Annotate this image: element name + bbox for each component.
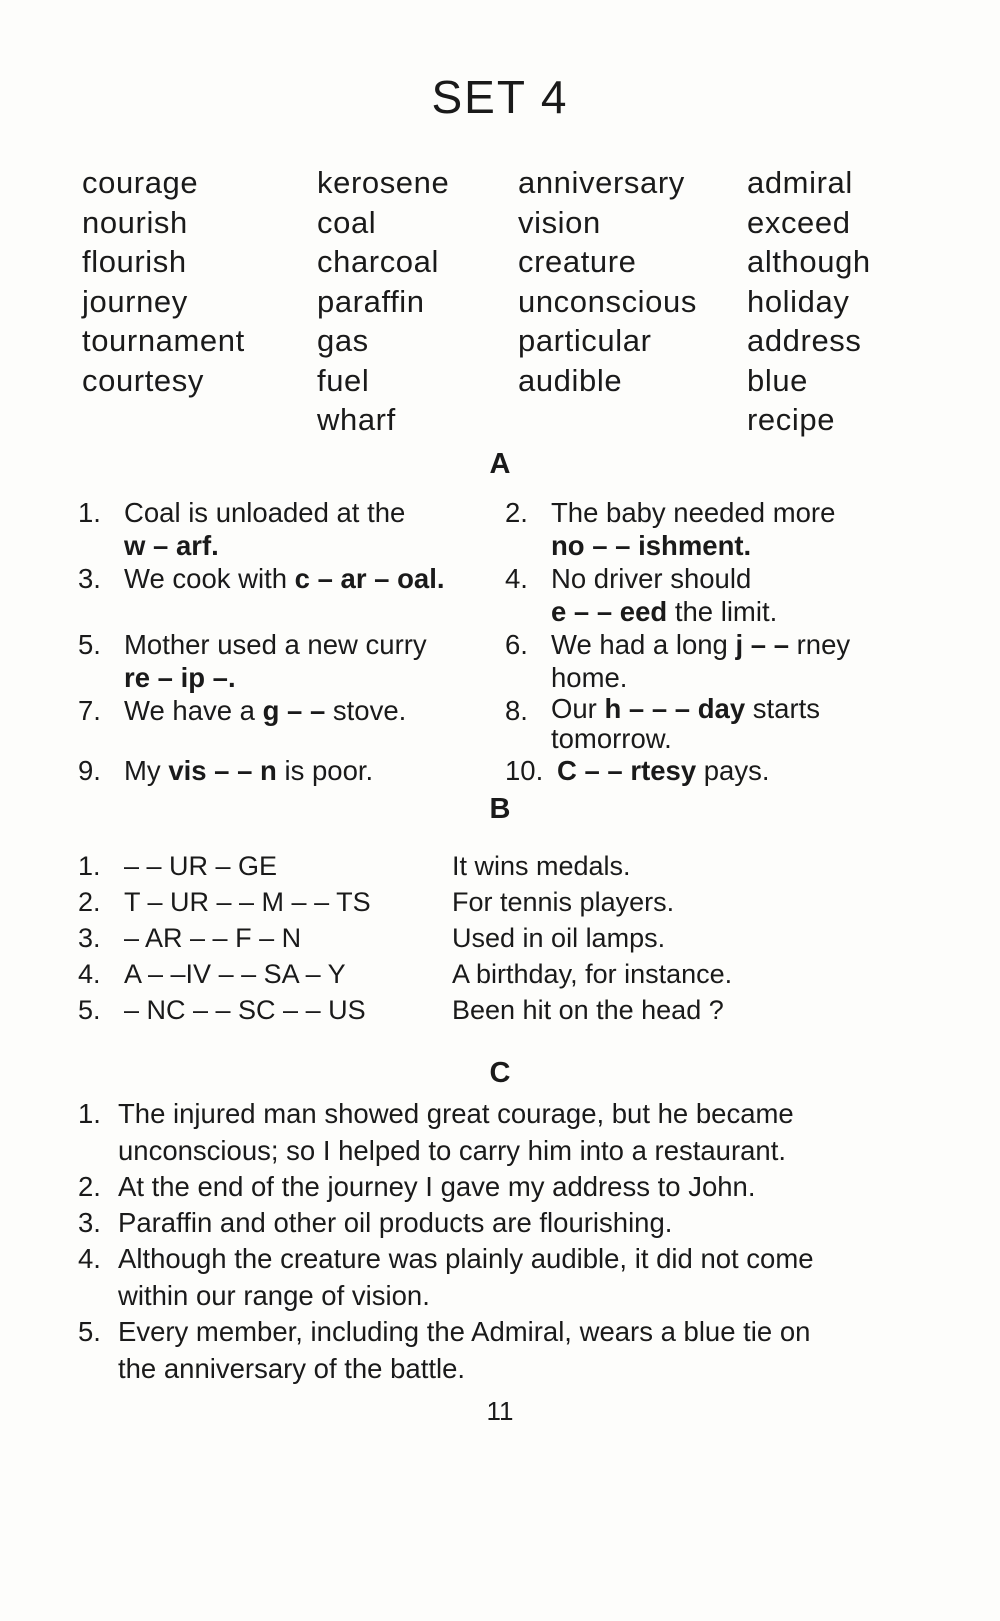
puzzle-clue: Used in oil lamps. — [452, 923, 666, 953]
word-item: courtesy — [82, 362, 204, 398]
word-item: exceed — [747, 204, 851, 240]
item-number: 2. — [78, 887, 101, 917]
word-item: recipe — [747, 402, 836, 437]
sentence: Although the creature was plainly audible, it did not come within our range of vision. — [118, 1243, 814, 1311]
word-item: paraffin — [317, 283, 425, 319]
page-number: 11 — [486, 1396, 514, 1426]
word-item: audible — [518, 362, 623, 398]
word-column-3 — [518, 163, 697, 400]
word-item: blue — [747, 362, 809, 398]
item-number: 1. — [78, 851, 101, 881]
word-item: journey — [82, 283, 188, 319]
word-item: anniversary — [518, 165, 685, 200]
item-number: 4. — [78, 1243, 101, 1274]
item-number: 1. — [78, 497, 101, 528]
word-puzzle: A – –IV – – SA – Y — [124, 959, 346, 989]
word-puzzle: – AR – – F – N — [124, 923, 302, 953]
item-number: 2. — [78, 1171, 101, 1202]
item-number: 1. — [78, 1098, 101, 1129]
item-number: 8. — [505, 695, 528, 726]
word-item: flourish — [82, 244, 187, 279]
word-item: vision — [518, 204, 601, 240]
word-column-2 — [317, 163, 449, 440]
item-number: 5. — [78, 1316, 101, 1347]
item-number: 5. — [78, 629, 101, 660]
item-text: No driver should e – – eed the limit. — [551, 563, 778, 627]
sentence: The injured man showed great courage, but he became unconscious; so I helped to carry him into a restaurant. — [118, 1098, 794, 1166]
item-text: We have a g – – stove. — [124, 695, 407, 726]
word-item: tournament — [82, 323, 245, 358]
word-item: holiday — [747, 283, 850, 319]
item-number: 6. — [505, 629, 528, 660]
word-item: unconscious — [518, 283, 697, 319]
word-item: admiral — [747, 165, 853, 200]
word-item: gas — [317, 323, 369, 358]
item-number: 4. — [78, 959, 101, 989]
item-number: 3. — [78, 1207, 101, 1238]
word-item: charcoal — [317, 244, 439, 279]
word-item: kerosene — [317, 165, 450, 200]
item-number: 2. — [505, 497, 528, 528]
puzzle-clue: A birthday, for instance. — [452, 959, 733, 989]
word-column-4 — [747, 163, 871, 440]
word-item: fuel — [317, 362, 370, 398]
item-text: The baby needed more no – – ishment. — [551, 497, 836, 561]
item-text: Our h – – – day starts tomorrow. — [551, 693, 820, 754]
word-column-1 — [82, 163, 245, 400]
word-puzzle: – – UR – GE — [124, 851, 278, 881]
section-a-heading: A — [489, 448, 511, 480]
puzzle-clue: It wins medals. — [452, 851, 631, 881]
sentence: Every member, including the Admiral, wears a blue tie on the anniversary of the battle. — [118, 1316, 811, 1384]
item-number: 3. — [78, 923, 101, 953]
puzzle-clue: For tennis players. — [452, 887, 675, 917]
section-c-heading: C — [489, 1057, 511, 1089]
item-text: Mother used a new curry re – ip –. — [124, 629, 427, 693]
item-number: 9. — [78, 755, 101, 786]
word-item: creature — [518, 244, 637, 279]
word-item: although — [747, 244, 871, 279]
item-number: 10. — [505, 755, 544, 786]
item-text: C – – rtesy pays. — [557, 755, 770, 786]
item-text: Coal is unloaded at the w – arf. — [124, 497, 406, 561]
word-item: nourish — [82, 204, 188, 240]
word-item: address — [747, 323, 862, 358]
item-text: We had a long j – – rney home. — [551, 629, 851, 693]
word-item: coal — [317, 204, 377, 240]
puzzle-clue: Been hit on the head ? — [452, 995, 724, 1025]
sentence: At the end of the journey I gave my address to John. — [118, 1171, 756, 1202]
item-number: 4. — [505, 563, 528, 594]
item-text: My vis – – n is poor. — [124, 755, 374, 786]
item-text: We cook with c – ar – oal. — [124, 563, 445, 594]
word-item: wharf — [317, 402, 396, 437]
section-b-heading: B — [489, 793, 511, 825]
sentence: Paraffin and other oil products are flourishing. — [118, 1207, 673, 1238]
word-item: particular — [518, 323, 652, 358]
word-item: courage — [82, 165, 199, 200]
item-number: 7. — [78, 695, 101, 726]
item-number: 5. — [78, 995, 101, 1025]
word-puzzle: – NC – – SC – – US — [124, 995, 366, 1025]
page-title: SET 4 — [431, 71, 569, 123]
item-number: 3. — [78, 563, 101, 594]
word-puzzle: T – UR – – M – – TS — [124, 887, 371, 917]
